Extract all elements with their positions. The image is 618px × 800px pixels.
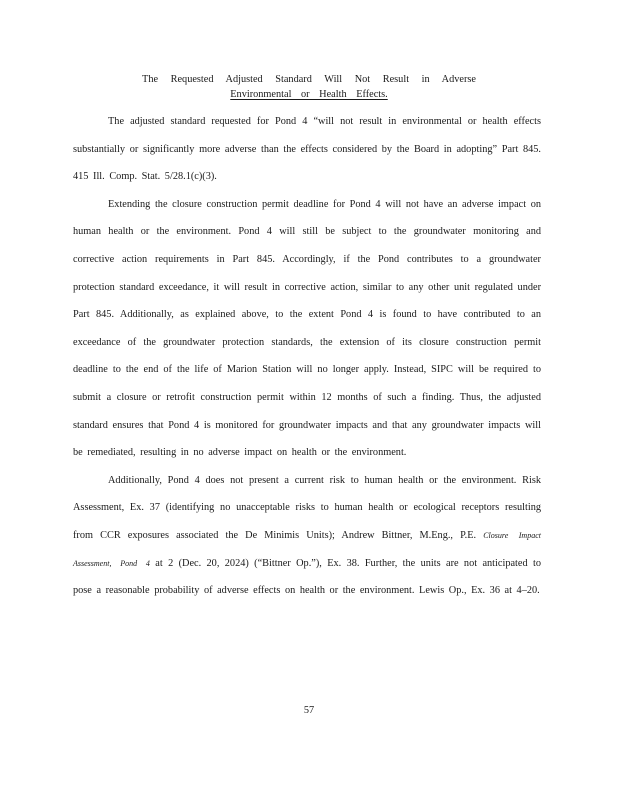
page-number: 57 <box>303 705 315 716</box>
cited-report-title: Closure Impact Assessment, Pond 4 <box>73 530 541 568</box>
heading-line-1: The Requested Adjusted Standard Will Not Result in Adverse <box>142 74 476 85</box>
paragraph-3-text-after: at 2 (Dec. 20, 2024) (“Bittner Op.”), Ex. 38. Further, the units are not anticipated to pose a reasonable probability of adverse effects on health or the environment. Lewis Op., Ex. 36 at 4–20. <box>73 557 541 597</box>
body-text <box>73 108 541 605</box>
section-heading <box>0 72 618 102</box>
paragraph-3-text-before: Additionally, Pond 4 does not present a current risk to human health or the environment. Risk Assessment, Ex. 37 (identifying no unacceptable risks to human health or ecological receptors resulting from CCR exposures associated the De Minimis Units); Andrew Bittner, M.Eng., P.E. <box>73 474 541 541</box>
paragraph-3 <box>73 467 541 605</box>
paragraph-1: The adjusted standard requested for Pond 4 “will not result in environmental or health effects substantially or significantly more adverse than the effects considered by the Board in adopting” Part 845. 415 Ill. Comp. Stat. 5/28.1(c)(3). <box>73 116 541 183</box>
paragraph-2: Extending the closure construction permit deadline for Pond 4 will not have an adverse impact on human health or the environment. Pond 4 will still be subject to the groundwater monitoring and corrective action requirements in Part 845. Accordingly, if the Pond contributes to a groundwater protection standard exceedance, it will result in corrective action, similar to any other unit regulated under Part 845. Additionally, as explained above, to the extent Pond 4 is found to have contributed to an exceedance of the groundwater protection standards, the extension of its closure construction permit deadline to the end of the life of Marion Station will no longer apply. Instead, SIPC will be required to submit a closure or retrofit construction permit within 12 months of such a finding. Thus, the adjusted standard ensures that Pond 4 is monitored for groundwater impacts and that any groundwater impacts will be remediated, resulting in no adverse impact on health or the environment. <box>73 198 541 459</box>
heading-line-2: Environmental or Health Effects. <box>230 89 388 100</box>
